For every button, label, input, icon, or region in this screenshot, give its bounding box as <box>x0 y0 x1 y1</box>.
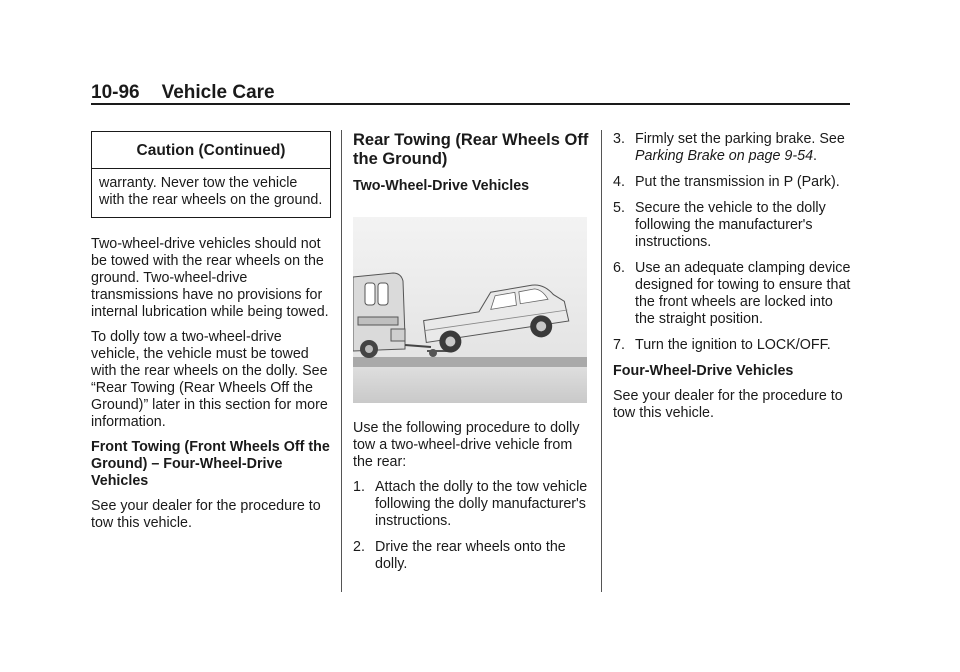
motorhome-graphic <box>353 273 405 351</box>
step-number: 2. <box>353 539 365 555</box>
paragraph: Use the following procedure to dolly tow a two-wheel-drive vehicle from the rear: <box>353 420 580 470</box>
subheading: Four-Wheel-Drive Vehicles <box>613 363 794 379</box>
paragraph: To dolly tow a two-wheel-drive vehicle, the vehicle must be towed with the rear wheels on the dolly. See “Rear Towing (Rear Wheels Off the Ground)” later in this section for more information. <box>91 329 328 430</box>
page-header <box>91 82 275 104</box>
subheading: Two-Wheel-Drive Vehicles <box>353 178 530 194</box>
page-number: 10-96 <box>91 82 140 103</box>
dolly-wheel <box>429 349 437 357</box>
step-text: Secure the vehicle to the dolly following the manufacturer's instructions. <box>635 200 826 250</box>
step-text: Put the transmission in P (Park). <box>635 174 840 190</box>
step-text: Attach the dolly to the tow vehicle following the dolly manufacturer's instructions. <box>375 479 588 529</box>
caution-box <box>91 131 331 218</box>
step-number: 1. <box>353 479 365 495</box>
towing-illustration <box>353 217 587 403</box>
paragraph: See your dealer for the procedure to tow this vehicle. <box>613 388 843 421</box>
paragraph: Two-wheel-drive vehicles should not be towed with the rear wheels on the ground. Two-wheel-drive transmissions have no provisions for internal lubrication while being towed. <box>91 236 329 320</box>
section-heading: Rear Towing (Rear Wheels Off the Ground) <box>353 131 589 168</box>
list-item <box>613 200 855 251</box>
step-text: Firmly set the parking brake. See <box>635 131 845 147</box>
subheading: Front Towing (Front Wheels Off the Ground) – Four-Wheel-Drive Vehicles <box>91 439 330 489</box>
cross-reference-link[interactable]: Parking Brake on page 9-54 <box>635 148 814 164</box>
caution-title: Caution (Continued) <box>92 132 330 169</box>
step-number: 5. <box>613 200 625 216</box>
caution-body: warranty. Never tow the vehicle with the rear wheels on the ground. <box>99 175 323 208</box>
column-2 <box>353 131 589 582</box>
steps-list <box>613 131 855 354</box>
header-rule <box>91 103 850 105</box>
list-item <box>613 337 855 354</box>
step-text: Use an adequate clamping device designed for towing to ensure that the front wheels are locked into the straight position. <box>635 260 851 327</box>
list-item <box>613 260 855 328</box>
column-3 <box>613 131 855 430</box>
column-divider <box>601 130 602 592</box>
column-divider <box>341 130 342 592</box>
steps-list <box>353 479 589 573</box>
list-item <box>353 479 589 530</box>
list-item <box>353 539 589 573</box>
step-number: 6. <box>613 260 625 276</box>
list-item <box>613 174 855 191</box>
column-1 <box>91 131 331 540</box>
step-text: Turn the ignition to LOCK/OFF. <box>635 337 831 353</box>
paragraph: See your dealer for the procedure to tow this vehicle. <box>91 498 321 531</box>
section-title: Vehicle Care <box>161 82 275 103</box>
list-item: 3. Firmly set the parking brake. See Parking Brake on page 9-54. <box>613 131 845 164</box>
step-number: 3. <box>613 131 625 147</box>
step-number: 7. <box>613 337 625 353</box>
step-number: 4. <box>613 174 625 190</box>
step-text: Drive the rear wheels onto the dolly. <box>375 539 566 572</box>
